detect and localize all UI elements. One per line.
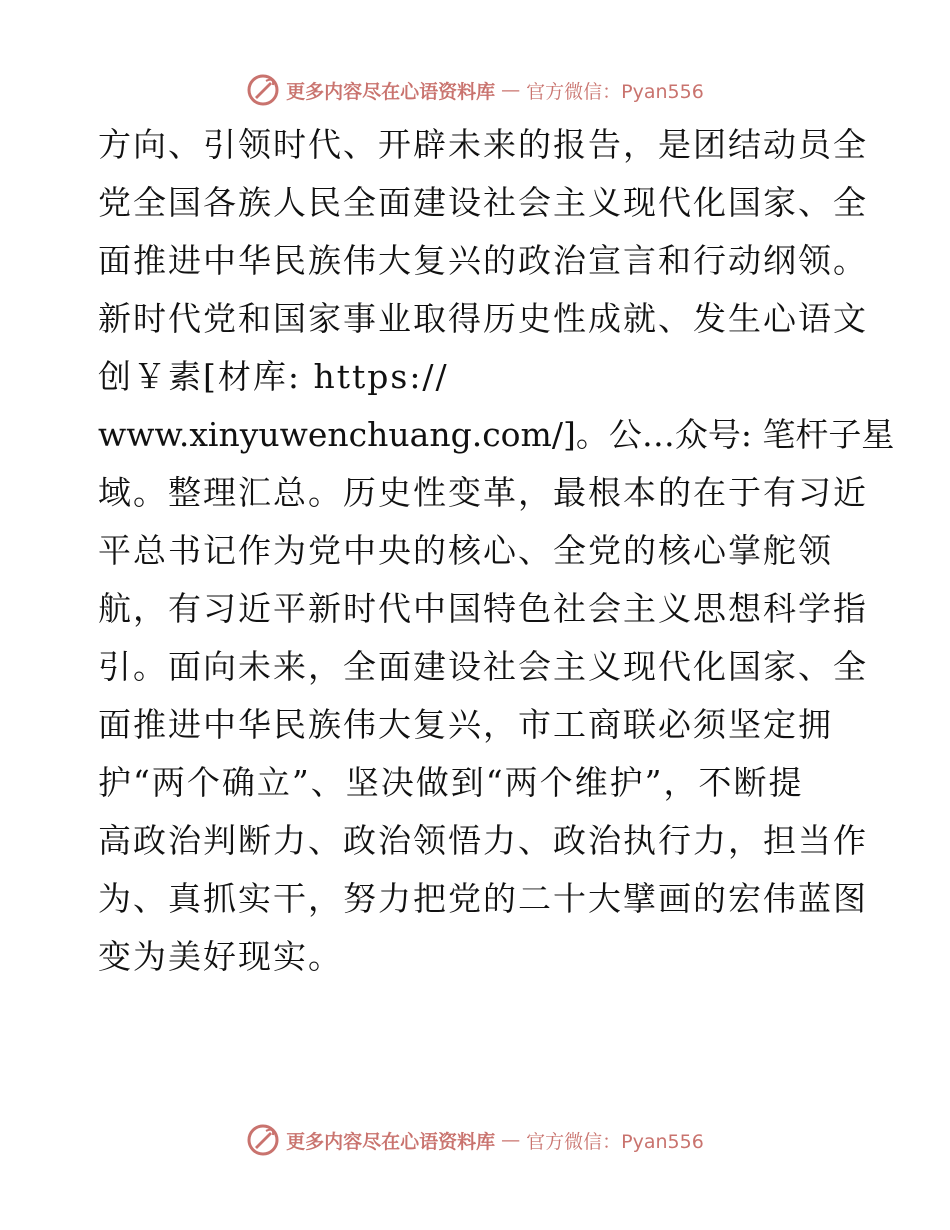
- banner-dash: —: [501, 79, 521, 101]
- banner-title: 更多内容尽在心语资料库: [286, 1130, 496, 1153]
- body-line: 护“两个确立”、坚决做到“两个维护”，不断提: [98, 763, 804, 802]
- body-line: 引。面向未来，全面建设社会主义现代化国家、全: [98, 647, 868, 686]
- banner-wechat: 官方微信：Pyan556: [526, 80, 704, 103]
- quill-seal-icon: [246, 73, 280, 107]
- banner-title: 更多内容尽在心语资料库: [286, 80, 496, 103]
- body-line: 高政治判断力、政治领悟力、政治执行力，担当作: [98, 821, 868, 860]
- quill-seal-icon: [246, 1123, 280, 1157]
- body-line: 变为美好现实。: [98, 937, 343, 976]
- body-line: 平总书记作为党中央的核心、全党的核心掌舵领: [98, 531, 833, 570]
- banner-dash: —: [501, 1129, 521, 1151]
- document-body: [98, 116, 895, 986]
- body-line: 党全国各族人民全面建设社会主义现代化国家、全: [98, 183, 868, 222]
- body-line: 域。整理汇总。历史性变革，最根本的在于有习近: [98, 473, 868, 512]
- body-line: 为、真抓实干，努力把党的二十大擘画的宏伟蓝图: [98, 879, 868, 918]
- body-line: 航，有习近平新时代中国特色社会主义思想科学指: [98, 589, 868, 628]
- body-line: 面推进中华民族伟大复兴的政治宣言和行动纲领。: [98, 241, 868, 280]
- body-line: 面推进中华民族伟大复兴，市工商联必须坚定拥: [98, 705, 833, 744]
- body-line: 创￥素[材库: https://: [98, 357, 449, 396]
- header-banner: [0, 70, 950, 110]
- banner-wechat: 官方微信：Pyan556: [526, 1130, 704, 1153]
- body-line: 新时代党和国家事业取得历史性成就、发生心语文: [98, 299, 868, 338]
- body-line-url: www.xinyuwenchuang.com/]。公…众号: 笔杆子星: [98, 415, 895, 454]
- body-line: 方向、引领时代、开辟未来的报告，是团结动员全: [98, 125, 868, 164]
- footer-banner: [0, 1120, 950, 1160]
